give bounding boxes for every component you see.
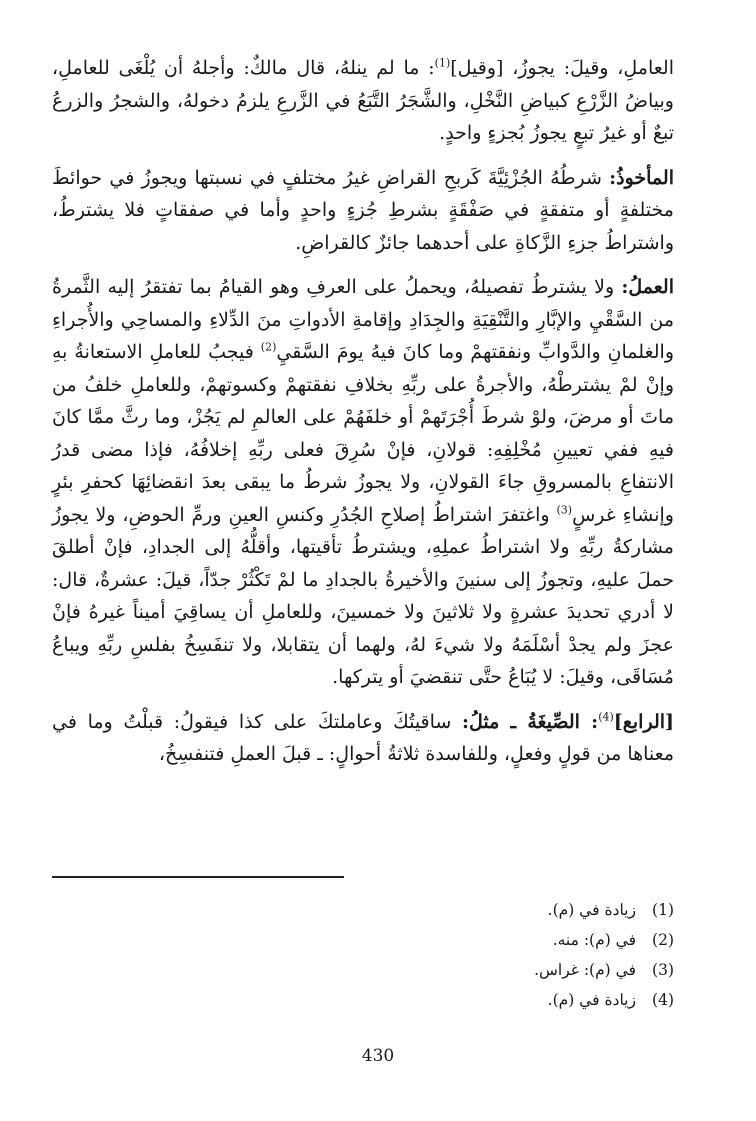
paragraph-4: [52, 706, 674, 771]
footnote-item: [52, 925, 674, 955]
paragraph-3-text-end: واغتفرَ اشتراطُ إصلاحِ الجُدُرِ وكنسِ العينِ ورمِّ الحوضِ، ولا يجوزُ مشاركةُ ربِّهِ ولا اشتراطُ عملِهِ، ويشترطُ تأقيتها، وأقلُّهُ إلى الجدادِ، فإنْ أطلقَ حملَ عليهِ، وتجوزُ إلى سنينَ والأخيرةُ بالجدادِ ما لمْ تَكْثُرْ جدّاً، قيلَ: عشرةٌ، قال: لا أدري تحديدَ عشرةٍ ولا ثلاثينَ ولا خمسينَ، وللعاملِ أن يساقِيَ أميناً غيرهُ فإنْ عجزَ ولم يجدْ أسْلَمَهُ ولا شيءَ لهُ، ولهما أن يتقابلا، ولا تنفَسِخُ بفلسِ ربِّهِ ويباعُ مُسَاقَى، وقيلَ: لا يُبَاعُ حتَّى تنقضيَ أو يتركها.: [52, 503, 674, 688]
footnote-number: (1): [652, 901, 674, 919]
paragraph-3-text-cont: فيجبُ للعاملِ الاستعانةُ بهِ وإنْ لمْ يشترطْهُ، والأجرةُ على ربِّهِ بخلافِ نفقتهمْ وكسوتهمْ، وللعاملِ خلفُ من ماتَ أو مرضَ، ولوْ شرطَ أُجْرَتَهمْ أو خلفَهُمْ على العالمِ لم يَجُزْ، وما رثَّ ممَّا كانَ فيهِ ففي تعيينِ مُخْلِفِهِ: قولانِ، فإنْ سُرِقَ فعلى ربِّهِ إخلافُهُ، فإذا مضى قدرُ الانتفاعِ بالمسروقِ جاءَ القولانِ، ولا يجوزُ شرطُ ما يبقى بعدَ انقضائِهَا كحفرِ بئرٍ وإنشاءِ غرسٍ: [52, 341, 674, 526]
footnote-ref-3: (3): [556, 503, 573, 517]
footnote-number: (3): [652, 961, 674, 979]
paragraph-2: [52, 162, 674, 260]
section-heading-mahkhuz: المأخوذُ:: [609, 166, 674, 189]
footnote-ref-4: (4): [598, 710, 614, 724]
section-heading-sigha: : الصِّيغَةُ ـ مثلُ:: [462, 710, 599, 733]
footnote-text: زيادة في (م).: [547, 991, 636, 1009]
section-heading-amal: العملُ:: [621, 276, 674, 298]
footnote-ref-2: (2): [260, 340, 277, 354]
paragraph-2-text: شرطُهُ الجُزْئِيَّةَ كَربحِ القراضِ غيرُ مختلفٍ في نسبتها ويجوزُ في حوائطَ مختلفةٍ أو متفقةٍ في صَفْقَةٍ بشرطِ جُزءٍ واحدٍ وأما في صفقاتٍ فلا يشترطُ، واشتراطُ جزءِ الزَّكاةِ على أحدهما جائزٌ كالقراضِ.: [52, 166, 674, 254]
paragraph-1: [52, 52, 674, 150]
footnote-item: [52, 955, 674, 985]
footnote-number: (4): [652, 991, 674, 1009]
paragraph-4-text: ساقيتُكَ وعاملتكَ على كذا فيقولُ: قبلْتُ وما في معناها من قولٍ وفعلٍ، وللفاسدة ثلاثةُ أحوالٍ: ـ قبلَ العملِ فتنفسِخُ،: [52, 710, 674, 765]
footnote-divider: [52, 876, 344, 878]
footnote-text: زيادة في (م).: [547, 901, 636, 919]
footnote-text: في (م): غراس.: [534, 961, 636, 979]
footnote-text: في (م): منه.: [552, 931, 636, 949]
footnote-number: (2): [652, 931, 674, 949]
footnotes-list: [52, 895, 674, 1015]
paragraph-1-text: العاملِ، وقيلَ: يجوزُ، [وقيل]: [450, 57, 674, 79]
page-number: 430: [361, 1046, 395, 1066]
section-heading-rabi: [الرابع]: [613, 710, 675, 733]
footnote-item: [52, 895, 674, 925]
footnote-ref-1: (1): [434, 56, 451, 70]
main-text: [52, 52, 675, 1009]
footnote-item: [52, 985, 674, 1015]
paragraph-3-text: ولا يشترطُ تفصيلهُ، ويحملُ على العرفِ وهو القيامُ بما تفتقرُ إليه الثَّمرةُ من السَّقْيِ والإبَّارِ والتَّنْقِيَةِ والجِدَادِ وإقامةِ الأدواتِ منَ الدِّلاءِ والمساحِي والأُجراءِ والغلمانِ والدَّوابِّ ونفقتهمْ وما كانَ فيهُ يومَ السَّقيِ: [52, 276, 674, 363]
paragraph-1-text-cont: : ما لم ينلهُ، قال مالكٌ: وأجلهُ أن يُلْغَى للعاملِ، وبياضُ الزَّرْعِ كبياضِ النَّخْلِ، والشَّجَرُ التَّبَعُ في الزَّرعِ يلزمُ دخولهُ، والشجرُ والزرعُ تبعٌ أو غيرُ تبعٍ يجوزُ بُجزءٍ واحدٍ.: [52, 57, 674, 144]
paragraph-3: [52, 271, 674, 694]
